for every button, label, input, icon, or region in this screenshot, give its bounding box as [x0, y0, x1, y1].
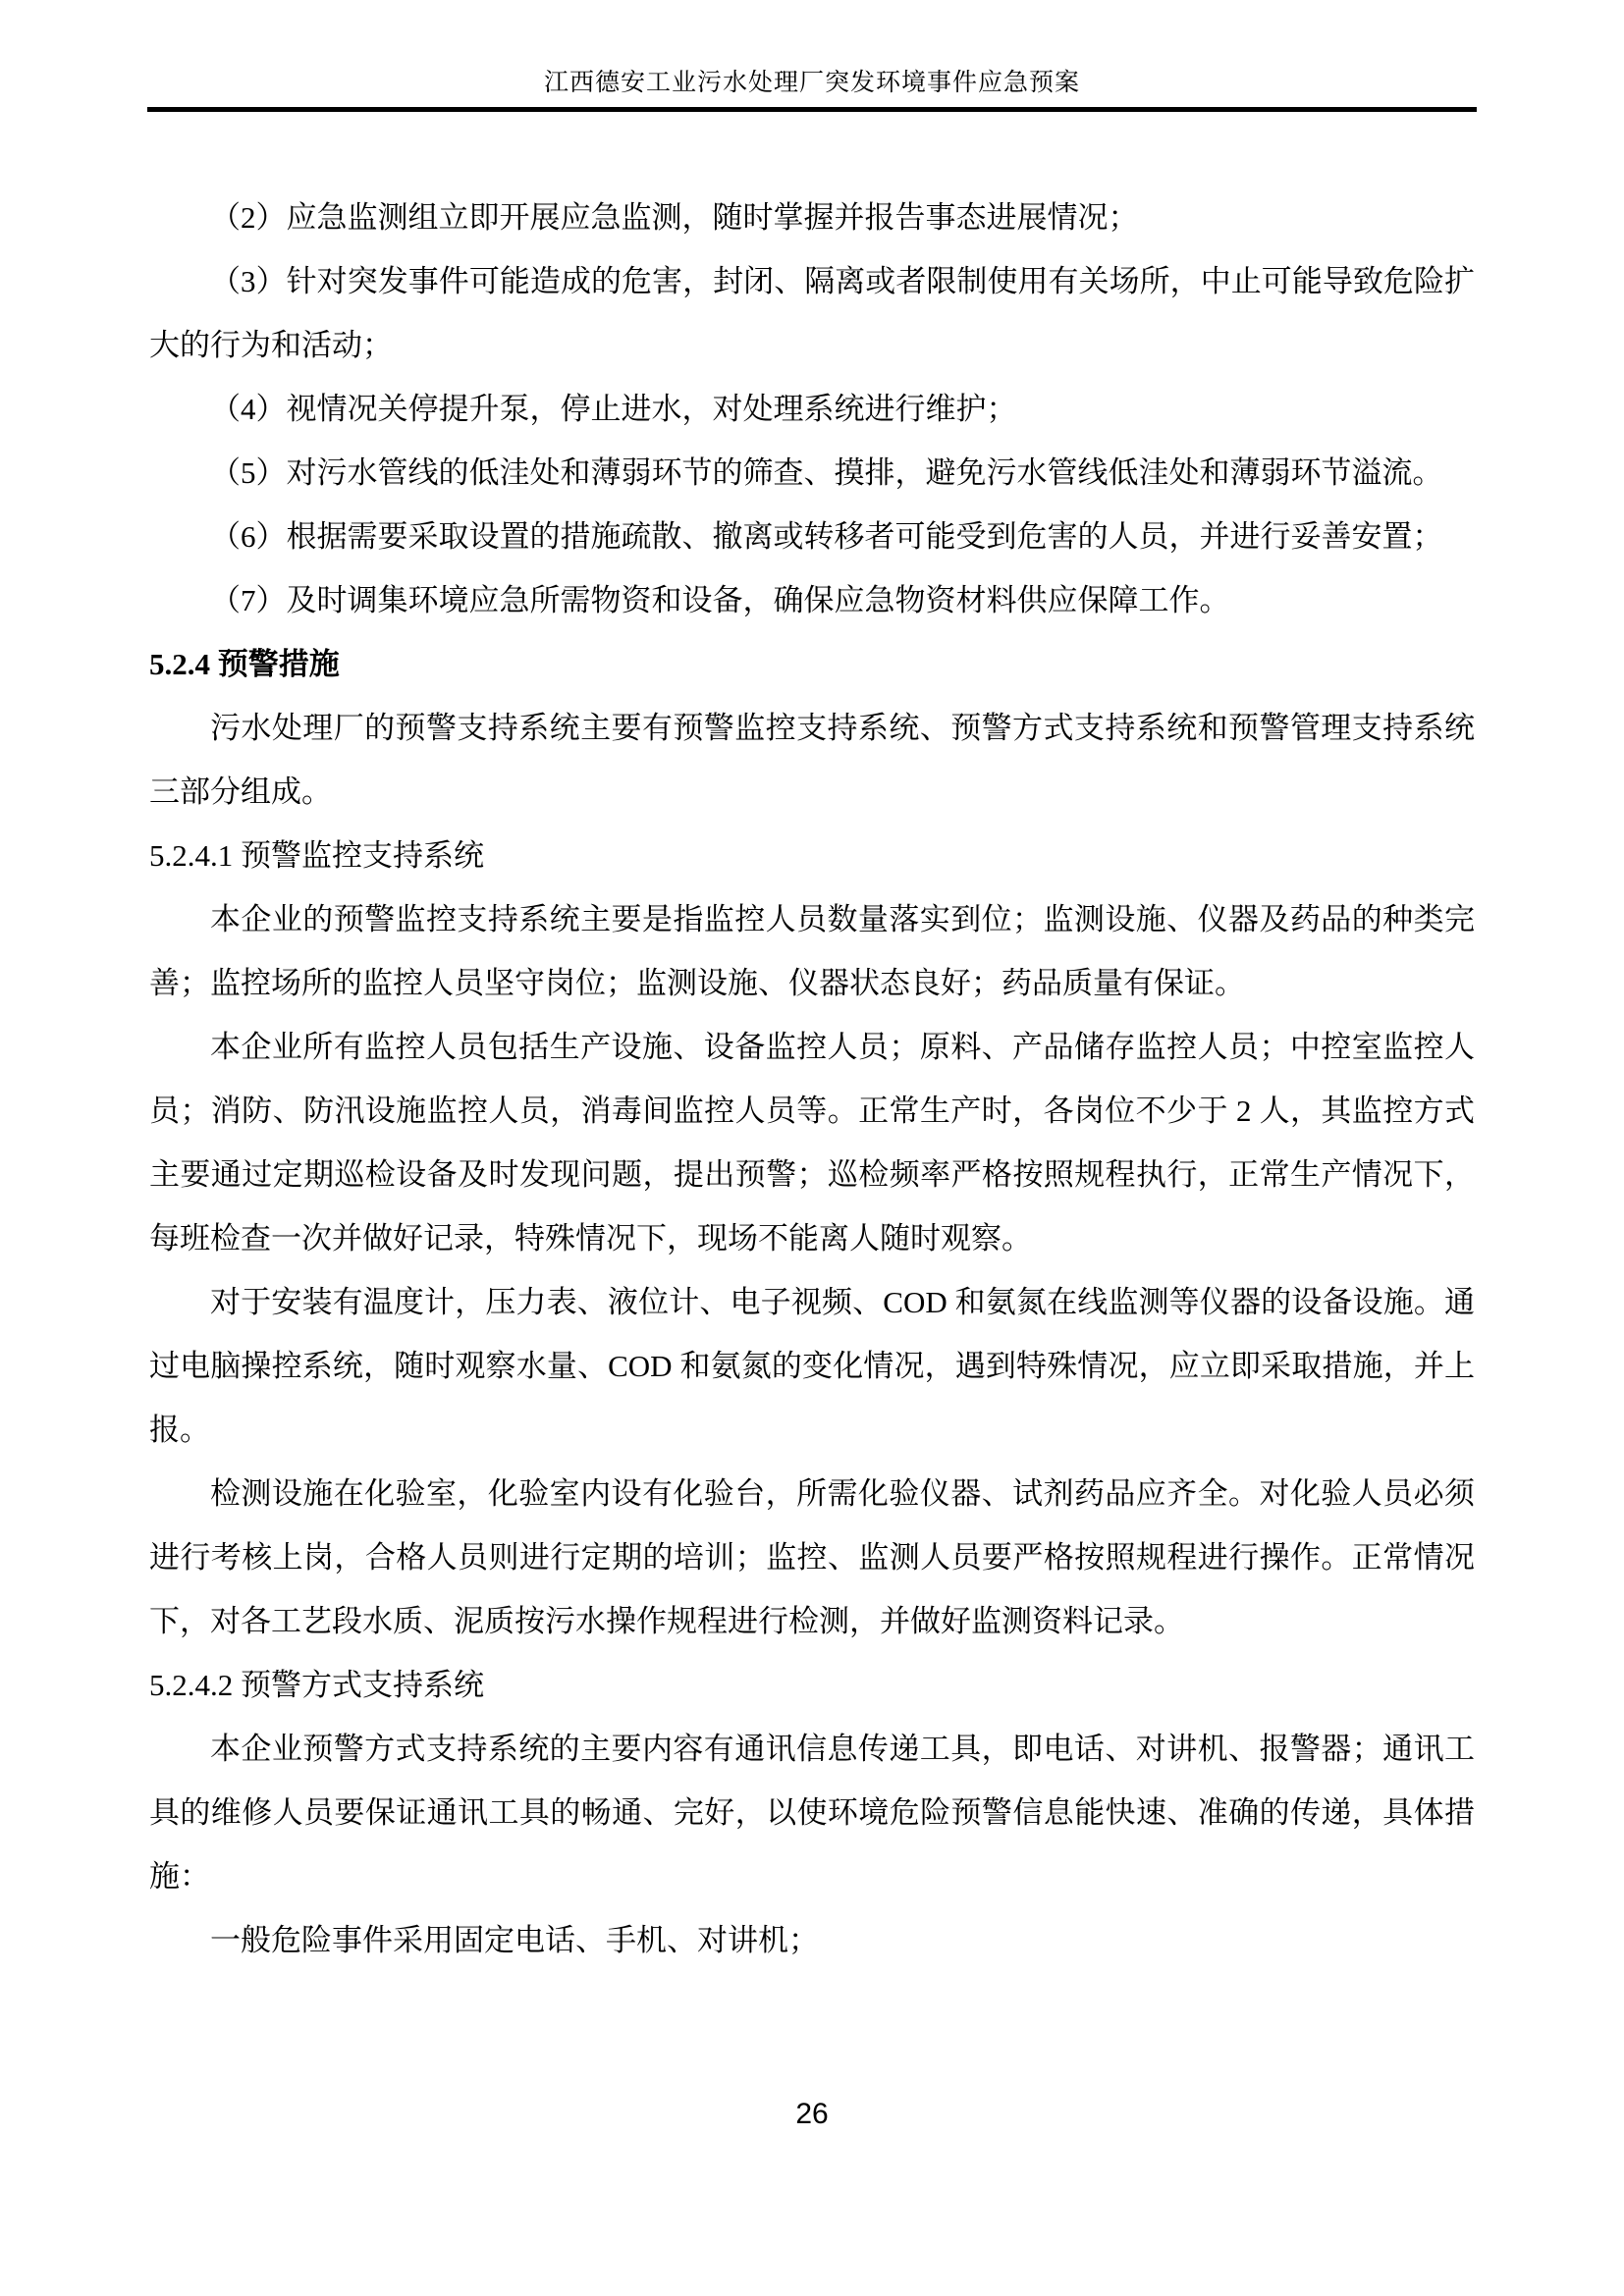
- numbered-item-7-supplies: （7）及时调集环境应急所需物资和设备，确保应急物资材料供应保障工作。: [210, 583, 1230, 617]
- section-heading-5-2-4-1: 5.2.4.1 预警监控支持系统: [149, 838, 484, 873]
- para-general-incident-tools: 一般危险事件采用固定电话、手机、对讲机；: [210, 1923, 819, 1957]
- para-communication-tools: 本企业预警方式支持系统的主要内容有通讯信息传递工具，即电话、对讲机、报警器；通讯工具的维修人员要保证通讯工具的畅通、完好，以使环境危险预警信息能快速、准确的传递，具体措施：: [149, 1732, 1475, 1894]
- page-number: 26: [795, 2098, 829, 2130]
- para-lab-testing: 检测设施在化验室，化验室内设有化验台，所需化验仪器、试剂药品应齐全。对化验人员必须进行考核上岗，合格人员则进行定期的培训；监控、监测人员要严格按照规程进行操作。正常情况下，对各工艺段水质、泥质按污水操作规程进行检测，并做好监测资料记录。: [149, 1476, 1475, 1638]
- section-heading-5-2-4-2: 5.2.4.2 预警方式支持系统: [149, 1668, 484, 1702]
- numbered-item-5-pipeline-check: （5）对污水管线的低洼处和薄弱环节的筛查、摸排，避免污水管线低洼处和薄弱环节溢流。: [210, 455, 1443, 490]
- document-body: [149, 186, 1475, 1972]
- para-online-instruments: 对于安装有温度计，压力表、液位计、电子视频、COD 和氨氮在线监测等仪器的设备设施。通过电脑操控系统，随时观察水量、COD 和氨氮的变化情况，遇到特殊情况，应立即采取措施，并上报。: [149, 1285, 1475, 1447]
- header-divider: [147, 107, 1477, 112]
- numbered-item-3-close-sites: （3）针对突发事件可能造成的危害，封闭、隔离或者限制使用有关场所，中止可能导致危险扩大的行为和活动；: [149, 264, 1475, 362]
- numbered-item-2-emergency-monitoring: （2）应急监测组立即开展应急监测，随时掌握并报告事态进展情况；: [210, 200, 1139, 235]
- para-warning-system-overview: 污水处理厂的预警支持系统主要有预警监控支持系统、预警方式支持系统和预警管理支持系统三部分组成。: [149, 711, 1475, 809]
- page-header-title: 江西德安工业污水处理厂突发环境事件应急预案: [543, 70, 1080, 96]
- numbered-item-4-pump-shutdown: （4）视情况关停提升泵，停止进水，对处理系统进行维护；: [210, 392, 1017, 426]
- para-monitoring-support-system: 本企业的预警监控支持系统主要是指监控人员数量落实到位；监测设施、仪器及药品的种类完善；监控场所的监控人员坚守岗位；监测设施、仪器状态良好；药品质量有保证。: [149, 902, 1475, 1000]
- section-heading-5-2-4: 5.2.4 预警措施: [149, 647, 340, 681]
- para-monitoring-personnel: 本企业所有监控人员包括生产设施、设备监控人员；原料、产品储存监控人员；中控室监控人员；消防、防汛设施监控人员，消毒间监控人员等。正常生产时，各岗位不少于 2 人，其监控方式主要通过定期巡检设备及时发现问题，提出预警；巡检频率严格按照规程执行，正常生产情况下，每班检查一次并做好记录，特殊情况下，现场不能离人随时观察。: [149, 1030, 1475, 1255]
- numbered-item-6-evacuation: （6）根据需要采取设置的措施疏散、撤离或转移者可能受到危害的人员，并进行妥善安置；: [210, 519, 1443, 554]
